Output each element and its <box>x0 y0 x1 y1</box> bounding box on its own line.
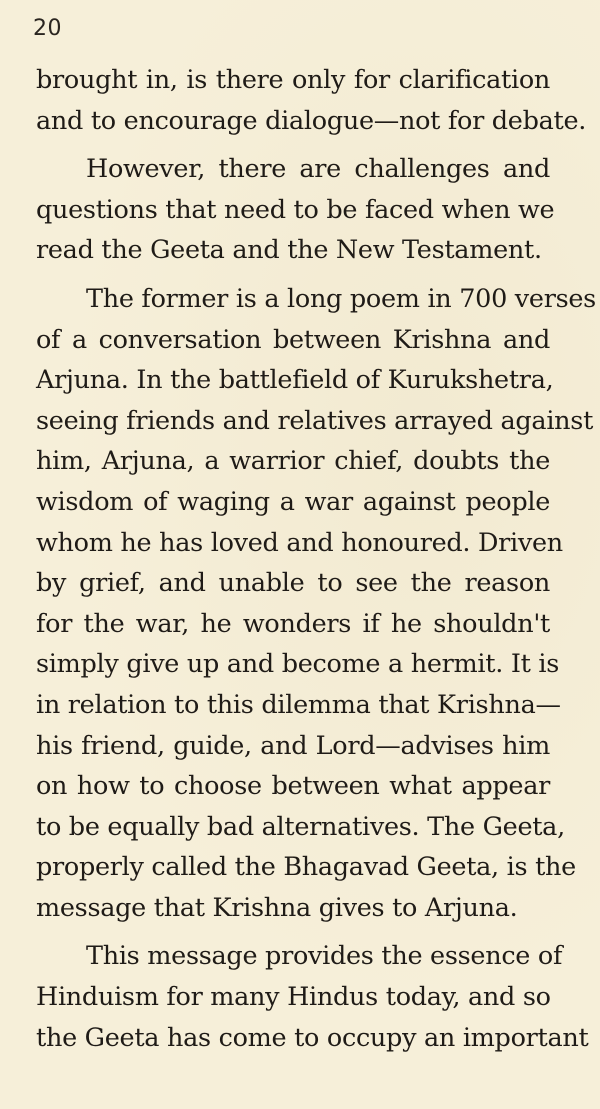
text-line: This message provides the essence of <box>86 941 563 972</box>
text-line: him, Arjuna, a warrior chief, doubts the <box>36 446 550 477</box>
text-line: in relation to this dilemma that Krishna— <box>36 689 561 720</box>
text-line: brought in, is there only for clarification <box>36 65 550 95</box>
paragraph <box>36 60 587 141</box>
text-line: wisdom of waging a war against people <box>36 486 550 517</box>
paragraph <box>36 279 596 929</box>
body-text <box>36 60 596 1058</box>
text-line: and to encourage dialogue—not for debate. <box>36 105 587 136</box>
text-line: seeing friends and relatives arrayed against <box>36 405 594 436</box>
paragraph <box>36 936 589 1058</box>
text-line: properly called the Bhagavad Geeta, is the <box>36 852 576 883</box>
text-line: for the war, he wonders if he shouldn't <box>36 608 550 639</box>
text-line: The former is a long poem in 700 verses <box>86 283 596 314</box>
text-line: on how to choose between what appear <box>36 771 550 802</box>
text-line: his friend, guide, and Lord—advises him <box>36 730 550 761</box>
text-line: Hinduism for many Hindus today, and so <box>36 982 551 1013</box>
text-line: to be equally bad alternatives. The Geeta, <box>36 811 565 842</box>
text-line: simply give up and become a hermit. It is <box>36 649 560 680</box>
text-line: by grief, and unable to see the reason <box>36 568 550 599</box>
text-line: questions that need to be faced when we <box>36 194 555 225</box>
text-line: read the Geeta and the New Testament. <box>36 235 542 266</box>
text-line: of a conversation between Krishna and <box>36 324 550 355</box>
text-line: the Geeta has come to occupy an important <box>36 1022 589 1053</box>
text-line: message that Krishna gives to Arjuna. <box>36 892 518 923</box>
text-line: Arjuna. In the battlefield of Kurukshetra, <box>36 365 554 396</box>
page-number: 20 <box>33 16 62 41</box>
text-line: whom he has loved and honoured. Driven <box>36 527 563 558</box>
text-line: However, there are challenges and <box>86 154 550 185</box>
paragraph <box>36 149 555 271</box>
